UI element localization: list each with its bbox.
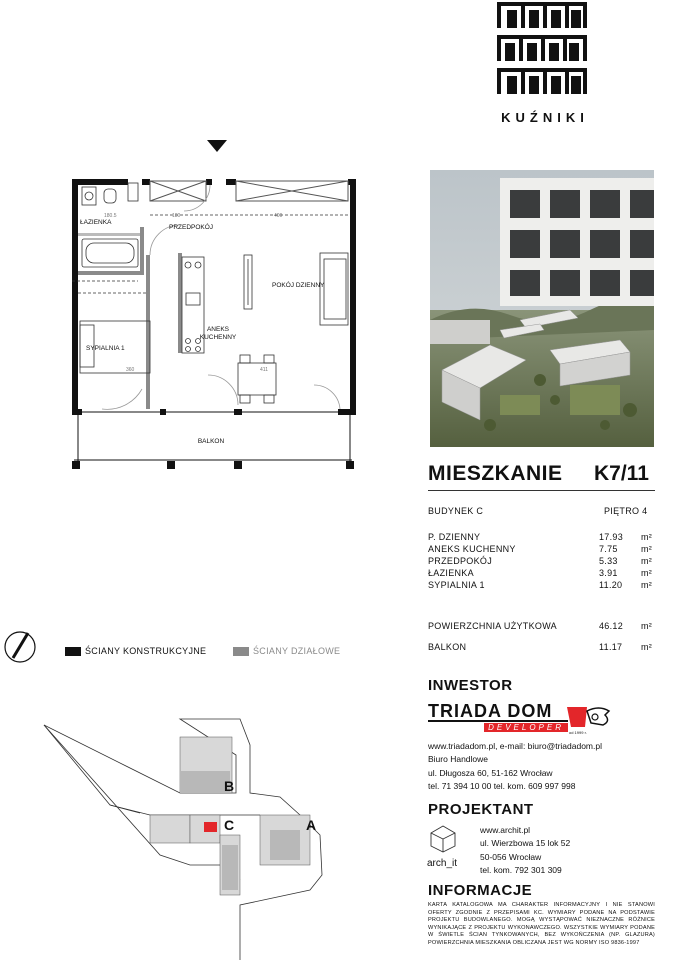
legend-structural-swatch [65,647,81,656]
apartment-code: K7/11 [594,462,649,485]
room-pokoj-label: POKÓJ DZIENNY [272,282,325,289]
archit-logo-text: arch_it [427,858,458,869]
investor-contact-line: tel. 71 394 10 00 tel. kom. 609 997 998 [428,781,576,792]
apartment-location-marker [204,822,217,832]
designer-contact-line: tel. kom. 792 301 309 [480,865,562,876]
investor-contact [428,740,668,794]
entrance-arrow-icon [207,140,227,152]
brand-name: KUŹNIKI [501,110,589,125]
usable-area-value: 46.12 [599,621,624,631]
archit-cube-icon [428,824,458,854]
usable-area-unit: m² [641,621,653,631]
triada-logo-badge: od 1999 r. [569,730,587,735]
room-aneks-label: ANEKS [206,326,230,333]
compass-icon [3,630,37,664]
site-label-c: C [224,817,235,833]
designer-contact [480,824,660,878]
legend-structural-label: ŚCIANY KONSTRUKCYJNE [85,646,207,656]
area-row-name: P. DZIENNY [428,532,481,542]
building-render-image [430,170,654,447]
area-row-value: 17.93 [599,532,624,542]
triada-dom-logo [428,702,568,736]
area-row-value: 5.33 [599,556,618,566]
building-label: BUDYNEK C [428,506,484,516]
investor-contact-line: Biuro Handlowe [428,754,489,765]
dimension-label: 411 [260,367,268,373]
investor-contact-line: ul. Długosza 60, 51-162 Wrocław [428,767,553,778]
triada-logo-main: TRIADA DOM [428,702,568,722]
dimension-label: 180.5 [104,213,117,219]
kuzniki-logo-mark [497,2,587,94]
area-row-unit: m² [641,580,653,590]
designer-contact-line: www.archit.pl [480,825,531,835]
investor-heading: INWESTOR [428,677,513,694]
usable-area-label: POWIERZCHNIA UŻYTKOWA [428,621,557,631]
bull-logo-icon [565,703,613,731]
room-lazienka-label: ŁAZIENKA [80,219,112,226]
designer-contact-line: ul. Wierzbowa 15 lok 52 [480,838,571,849]
floor-plan [68,175,368,475]
site-label-b: B [224,778,235,794]
dimension-label: 180 [172,213,181,219]
room-sypialnia-label: SYPIALNIA 1 [86,345,125,352]
investor-contact-line: www.triadadom.pl, e-mail: biuro@triadadom.pl [428,741,602,751]
legend-partition-swatch [233,647,249,656]
area-row-name: ŁAZIENKA [428,568,474,578]
site-label-a: A [306,817,317,833]
balkon-area-label: BALKON [428,642,467,652]
usable-area-row [428,621,655,633]
designer-heading: PROJEKTANT [428,801,534,818]
floor-label: PIĘTRO 4 [604,506,648,516]
site-plan-map [40,715,340,960]
apartment-title: MIESZKANIE [428,462,563,485]
area-row-unit: m² [641,556,653,566]
room-kuchenny-label: KUCHENNY [199,334,237,341]
area-row-name: ANEKS KUCHENNY [428,544,516,554]
balkon-area-unit: m² [641,642,653,652]
info-disclaimer: KARTA KATALOGOWA MA CHARAKTER INFORMACYJNY I NIE STANOWI OFERTY ZGODNIE Z PRZEPISAMI KC. WYMIARY PODANE NA PODSTAWIE PROJEKTU BUDOWLANEGO. MOGĄ WYSTĄPOWAĆ NIEZNACZNE RÓŻNICE WYNIKAJĄCE Z PROJEKTU WYKONAWCZEGO. WSZYSTKIE WYMIARY PODANE W ŚWIETLE ŚCIAN TYNKOWANYCH, BEZ WYKOŃCZENIA (NP. GLAZURA) POWIERZCHNIA MIESZKANIA OBLICZANA JEST WG NORMY ISO 9836-1997 [428,902,655,946]
balcony-posts [72,461,354,469]
dimension-label: 360 [126,367,135,373]
area-row-value: 3.91 [599,568,618,578]
area-row-value: 11.20 [599,580,623,590]
area-row-value: 7.75 [599,544,618,554]
area-row-unit: m² [641,544,653,554]
balkon-area-row [428,642,655,654]
divider [428,490,655,491]
area-row-name: SYPIALNIA 1 [428,580,485,590]
dimension-label: 400 [274,213,283,219]
area-row-name: PRZEDPOKÓJ [428,556,493,566]
room-balkon-label: BALKON [197,438,225,445]
area-row-unit: m² [641,532,653,542]
room-przedpokoj-label: PRZEDPOKÓJ [169,224,214,231]
info-heading: INFORMACJE [428,882,533,899]
designer-contact-line: 50-056 Wrocław [480,851,542,862]
balkon-area-value: 11.17 [599,642,623,652]
triada-logo-sub: DEVELOPER [484,723,568,732]
legend-partition-label: ŚCIANY DZIAŁOWE [253,646,341,656]
area-row-unit: m² [641,568,653,578]
room-areas-list [428,532,655,592]
